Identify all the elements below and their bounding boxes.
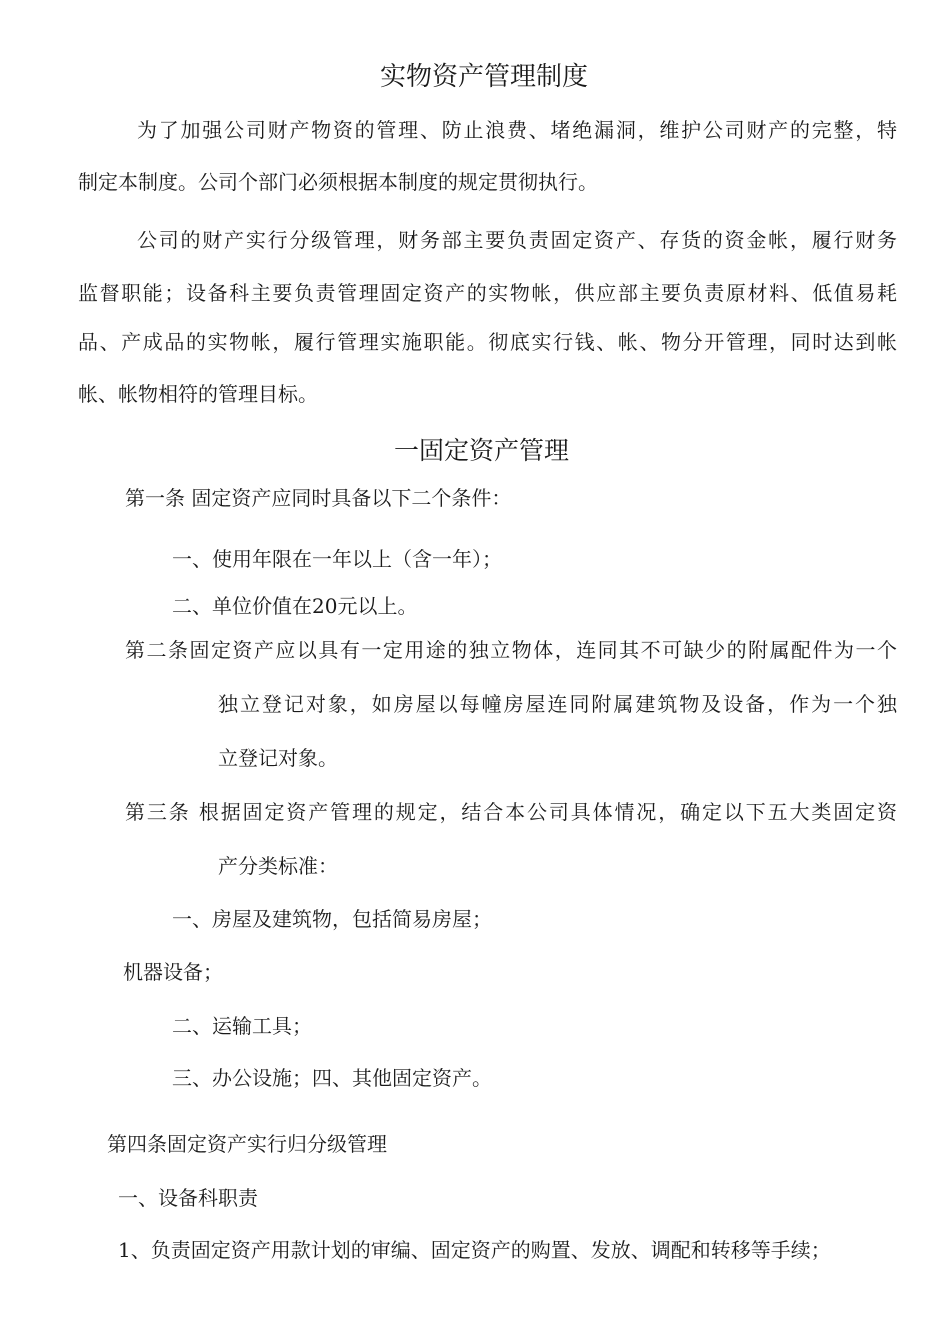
article-3-line-2: 产分类标准： xyxy=(218,854,338,878)
article-1-item-2: 二、单位价值在20元以上。 xyxy=(172,594,418,618)
intro-line-2: 制定本制度。公司个部门必须根据本制度的规定贯彻执行。 xyxy=(78,170,598,194)
para2-line-4: 帐、帐物相符的管理目标。 xyxy=(78,382,318,406)
para2-line-2: 监督职能；设备科主要负责管理固定资产的实物帐，供应部主要负责原材料、低值易耗 xyxy=(78,281,897,305)
article-3-line-1: 第三条 根据固定资产管理的规定，结合本公司具体情况，确定以下五大类固定资 xyxy=(125,800,897,824)
article-1-item-1: 一、使用年限在一年以上（含一年）； xyxy=(172,547,502,571)
article-2-line-1: 第二条固定资产应以具有一定用途的独立物体，连同其不可缺少的附属配件为一个 xyxy=(125,638,897,662)
article-4: 第四条固定资产实行归分级管理 xyxy=(107,1132,387,1156)
article-3-item-1: 一、房屋及建筑物，包括简易房屋； xyxy=(172,907,492,931)
intro-line-1: 为了加强公司财产物资的管理、防止浪费、堵绝漏洞，维护公司财产的完整，特 xyxy=(137,118,897,142)
article-1: 第一条 固定资产应同时具备以下二个条件： xyxy=(125,486,512,510)
document-title: 实物资产管理制度 xyxy=(380,62,589,92)
para2-line-1: 公司的财产实行分级管理，财务部主要负责固定资产、存货的资金帐，履行财务 xyxy=(137,228,897,252)
para2-line-3: 品、产成品的实物帐，履行管理实施职能。彻底实行钱、帐、物分开管理，同时达到帐 xyxy=(78,330,897,354)
section-heading: 一固定资产管理 xyxy=(394,436,570,465)
article-3-item-2: 机器设备； xyxy=(123,960,223,984)
article-2-line-3: 立登记对象。 xyxy=(218,746,338,770)
article-4-item-1: 1、负责固定资产用款计划的审编、固定资产的购置、发放、调配和转移等手续； xyxy=(118,1238,831,1262)
article-3-item-4: 三、办公设施；四、其他固定资产。 xyxy=(172,1066,492,1090)
article-4-subheading: 一、设备科职责 xyxy=(118,1186,258,1210)
article-3-item-3: 二、运输工具； xyxy=(172,1014,312,1038)
article-2-line-2: 独立登记对象，如房屋以每幢房屋连同附属建筑物及设备，作为一个独 xyxy=(218,692,897,716)
